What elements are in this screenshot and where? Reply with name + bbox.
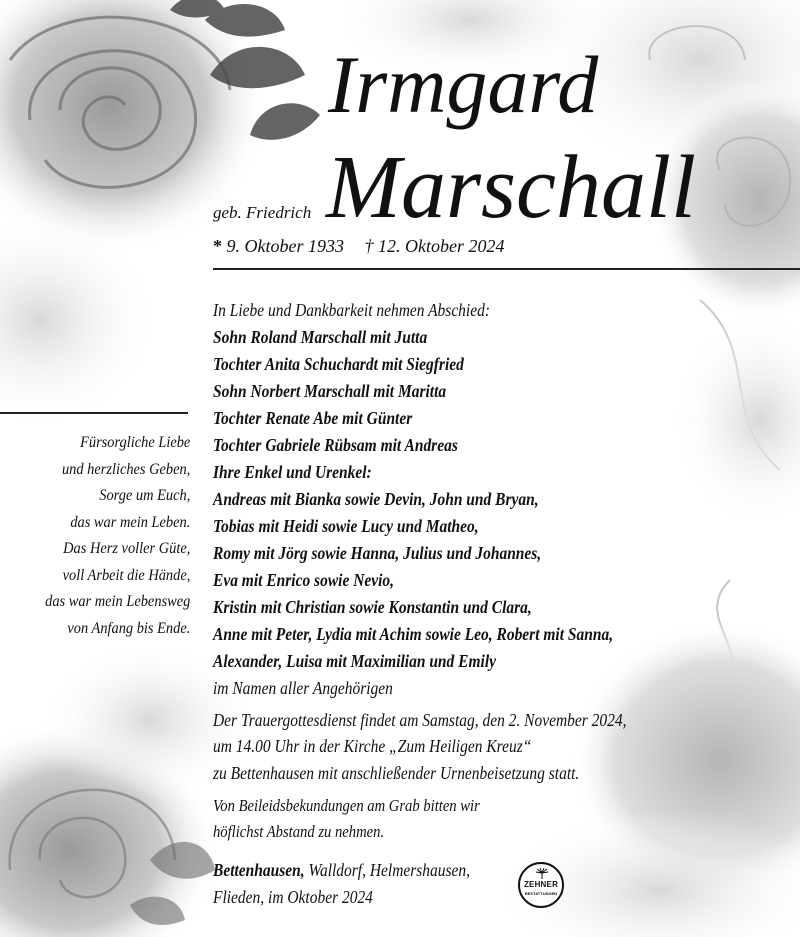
life-dates [213, 236, 504, 257]
mourners-intro: In Liebe und Dankbarkeit nehmen Abschied: [213, 300, 491, 320]
dandelion-icon [535, 868, 549, 880]
birth-star-icon: * [213, 236, 222, 256]
deceased-first-name: Irmgard [328, 39, 599, 130]
service-line: zu Bettenhausen mit anschließender Urnenbeisetzung statt. [213, 763, 580, 783]
mourner-line: Alexander, Luisa mit Maximilian und Emily [213, 651, 496, 671]
condolence-line: höflichst Abstand zu nehmen. [213, 822, 385, 841]
death-date: † 12. Oktober 2024 [364, 236, 505, 256]
mourner-line: Tobias mit Heidi sowie Lucy und Matheo, [213, 516, 479, 536]
birth-date: 9. Oktober 1933 [226, 236, 344, 256]
mourners-closing: im Namen aller Angehörigen [213, 678, 393, 698]
place-date-line: Flieden, im Oktober 2024 [213, 887, 373, 907]
logo-name: ZEHNER [523, 880, 559, 889]
place-rest: Walldorf, Helmershausen, [304, 860, 471, 880]
service-line: um 14.00 Uhr in der Kirche „Zum Heiligen Kreuz“ [213, 736, 532, 756]
service-line: Der Trauergottesdienst findet am Samstag, den 2. November 2024, [213, 710, 627, 730]
mourner-line: Tochter Anita Schuchardt mit Siegfried [213, 354, 464, 374]
mourner-line: Kristin mit Christian sowie Konstantin und Clara, [213, 597, 532, 617]
poem-line: und herzliches Geben, [61, 460, 190, 478]
poem-line: das war mein Leben. [70, 513, 190, 531]
mourner-line: Sohn Roland Marschall mit Jutta [213, 327, 428, 347]
poem-line: das war mein Lebensweg [44, 593, 190, 610]
poem-line: voll Arbeit die Hände, [62, 566, 190, 584]
mourner-line: Tochter Renate Abe mit Günter [213, 408, 413, 428]
logo-subtitle: BESTATTUNGEN [524, 891, 558, 896]
poem-line: Das Herz voller Güte, [62, 540, 190, 557]
mourner-line: Andreas mit Bianka sowie Devin, John und Bryan, [213, 489, 539, 509]
poem [29, 430, 190, 642]
mourner-line: Anne mit Peter, Lydia mit Achim sowie Leo, Robert mit Sanna, [213, 624, 614, 644]
poem-line: Fürsorgliche Liebe [79, 434, 190, 451]
mourner-line: Ihre Enkel und Urenkel: [213, 462, 372, 482]
poem-line: Sorge um Euch, [98, 487, 190, 504]
divider-left [0, 412, 188, 414]
condolence-line: Von Beileidsbekundungen am Grab bitten wir [213, 796, 480, 815]
divider-top [213, 268, 800, 270]
maiden-name: geb. Friedrich [213, 203, 312, 222]
mourner-line: Tochter Gabriele Rübsam mit Andreas [213, 435, 458, 455]
mourner-line: Sohn Norbert Marschall mit Maritta [213, 381, 447, 401]
mourner-line: Eva mit Enrico sowie Nevio, [213, 570, 395, 590]
place-main: Bettenhausen, [213, 860, 305, 880]
deceased-last-name: Marschall [326, 138, 696, 237]
funeral-home-logo [518, 862, 564, 908]
mourner-line: Romy mit Jörg sowie Hanna, Julius und Johannes, [213, 543, 542, 563]
place-line [213, 860, 470, 881]
poem-line: von Anfang bis Ende. [67, 619, 190, 637]
